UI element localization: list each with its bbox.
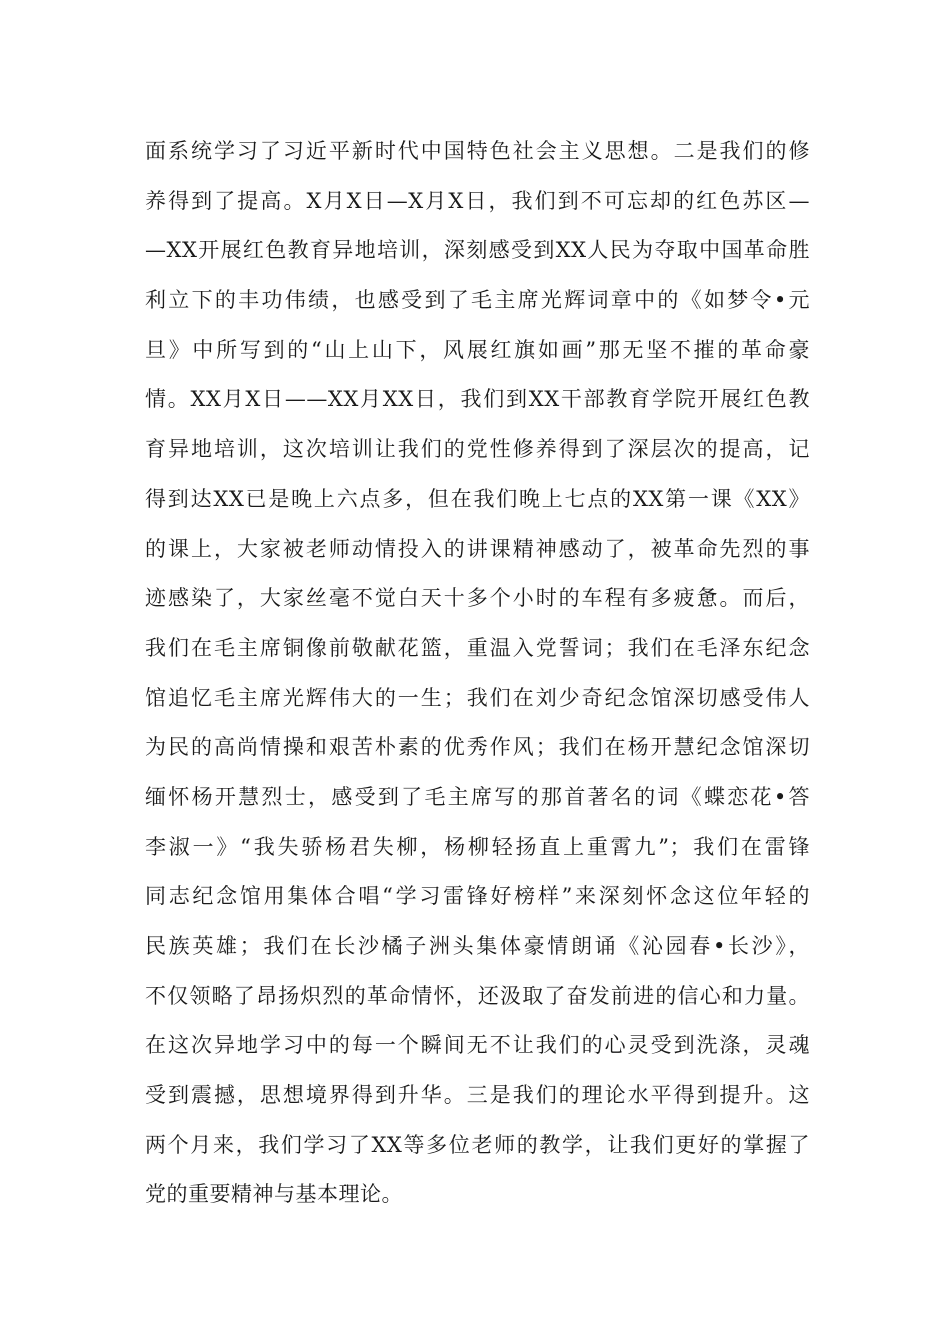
text-line: 李淑一》“我失骄杨君失柳，杨柳轻扬直上重霄九”；我们在雷锋 — [145, 834, 810, 859]
text-line: 民族英雄；我们在长沙橘子洲头集体豪情朗诵《沁园春•长沙》， — [145, 934, 810, 958]
text-line: 不仅领略了昂扬炽烈的革命情怀，还汲取了奋发前进的信心和力量。 — [145, 983, 810, 1008]
text-line: —XX开展红色教育异地培训，深刻感受到XX人民为夺取中国革命胜 — [145, 238, 810, 263]
text-line: 利立下的丰功伟绩，也感受到了毛主席光辉词章中的《如梦令•元 — [145, 288, 810, 313]
text-line: 旦》中所写到的“山上山下，风展红旗如画”那无坚不摧的革命豪 — [145, 337, 810, 362]
text-line: 受到震撼，思想境界得到升华。三是我们的理论水平得到提升。这 — [145, 1083, 810, 1108]
text-line: 养得到了提高。X月X日—X月X日，我们到不可忘却的红色苏区— — [145, 188, 810, 213]
text-line: 得到达XX已是晚上六点多，但在我们晚上七点的XX第一课《XX》 — [145, 486, 810, 511]
text-line: 两个月来，我们学习了XX等多位老师的教学，让我们更好的掌握了 — [145, 1132, 810, 1157]
text-line: 迹感染了，大家丝毫不觉白天十多个小时的车程有多疲惫。而后， — [145, 586, 810, 611]
body-paragraph — [145, 127, 810, 1220]
text-line: 同志纪念馆用集体合唱“学习雷锋好榜样”来深刻怀念这位年轻的 — [145, 884, 810, 909]
text-line: 在这次异地学习中的每一个瞬间无不让我们的心灵受到洗涤，灵魂 — [145, 1033, 810, 1058]
text-line: 情。XX月X日——XX月XX日，我们到XX干部教育学院开展红色教 — [145, 387, 810, 412]
text-line: 为民的高尚情操和艰苦朴素的优秀作风；我们在杨开慧纪念馆深切 — [145, 735, 810, 760]
text-line: 我们在毛主席铜像前敬献花篮，重温入党誓词；我们在毛泽东纪念 — [145, 635, 810, 660]
text-line: 缅怀杨开慧烈士，感受到了毛主席写的那首著名的词《蝶恋花•答 — [145, 784, 810, 809]
text-line: 的课上，大家被老师动情投入的讲课精神感动了，被革命先烈的事 — [145, 536, 810, 561]
text-line: 育异地培训，这次培训让我们的党性修养得到了深层次的提高，记 — [145, 437, 810, 462]
text-line: 面系统学习了习近平新时代中国特色社会主义思想。二是我们的修 — [145, 139, 810, 163]
text-line: 党的重要精神与基本理论。 — [145, 1182, 403, 1207]
text-line: 馆追忆毛主席光辉伟大的一生；我们在刘少奇纪念馆深切感受伟人 — [145, 685, 810, 710]
